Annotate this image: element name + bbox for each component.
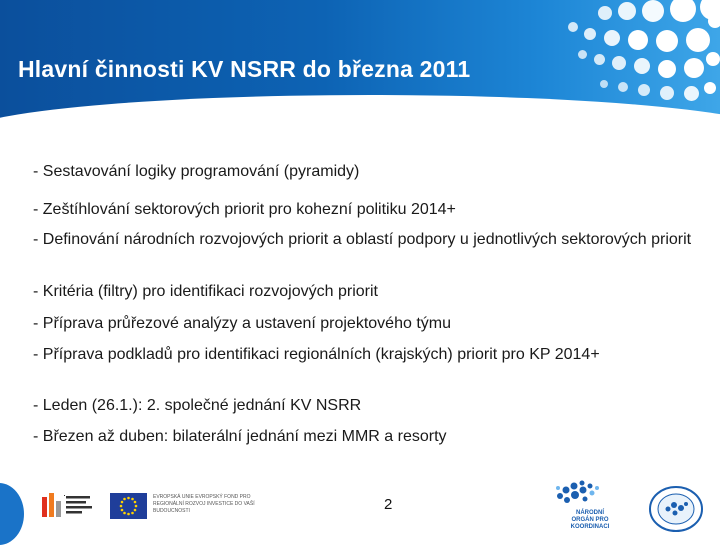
decor-dot [618, 2, 636, 20]
decor-dot [684, 86, 699, 101]
bullet-item: - Kritéria (filtry) pro identifikaci rozvojových priorit [33, 283, 378, 300]
decor-dot [656, 30, 678, 52]
bullet-item: - Příprava průřezové analýzy a ustavení projektového týmu [33, 315, 451, 332]
eu-stars-icon [110, 493, 147, 519]
decor-dot [628, 30, 648, 50]
decor-dot [600, 80, 608, 88]
decor-dot [604, 30, 620, 46]
eu-caption: EVROPSKÁ UNIE EVROPSKÝ FOND PRO REGIONÁLNÍ ROZVOJ INVESTICE DO VAŠÍ BUDOUCNOSTI [153, 494, 255, 514]
decor-dot [638, 84, 650, 96]
bullet-item: - Příprava podkladů pro identifikaci regionálních (krajských) priorit pro KP 2014+ [33, 346, 600, 363]
slide-title: Hlavní činnosti KV NSRR do března 2011 [18, 56, 471, 82]
national-authority-logo [552, 478, 622, 512]
slide-header [0, 0, 720, 122]
decor-dot [578, 50, 587, 59]
national-authority-caption: NÁRODNÍ ORGÁN PRO KOORDINACI [570, 510, 610, 530]
bullet-item: - Definování národních rozvojových priorit a oblastí podpory u jednotlivých sektorových priorit [33, 231, 692, 248]
decor-dot [686, 28, 710, 52]
header-swoosh [0, 95, 720, 122]
decor-dot [612, 56, 626, 70]
eu-flag [110, 493, 147, 519]
decor-dot [684, 58, 704, 78]
decor-dot [568, 22, 578, 32]
decor-dot [704, 82, 716, 94]
bullet-item: - Březen až duben: bilaterální jednání mezi MMR a resorty [33, 428, 447, 445]
ministry-seal-logo [648, 485, 704, 533]
op-logo [42, 493, 102, 521]
bullet-item: - Sestavování logiky programování (pyramidy) [33, 163, 360, 180]
bullet-item: - Leden (26.1.): 2. společné jednání KV NSRR [33, 397, 362, 414]
decor-dot [706, 52, 720, 66]
decor-dot [642, 0, 664, 22]
decor-dot [584, 28, 596, 40]
page-number: 2 [384, 496, 393, 513]
decor-dot [658, 60, 676, 78]
decor-dot [594, 54, 605, 65]
decor-dot [618, 82, 628, 92]
decor-dot [708, 14, 720, 28]
decor-dot [660, 86, 674, 100]
footer-left-arc [0, 483, 24, 545]
bullet-item: - Zeštíhlování sektorových priorit pro kohezní politiku 2014+ [33, 201, 456, 218]
decor-dot [634, 58, 650, 74]
decor-dot [598, 6, 612, 20]
decor-dot [670, 0, 696, 22]
